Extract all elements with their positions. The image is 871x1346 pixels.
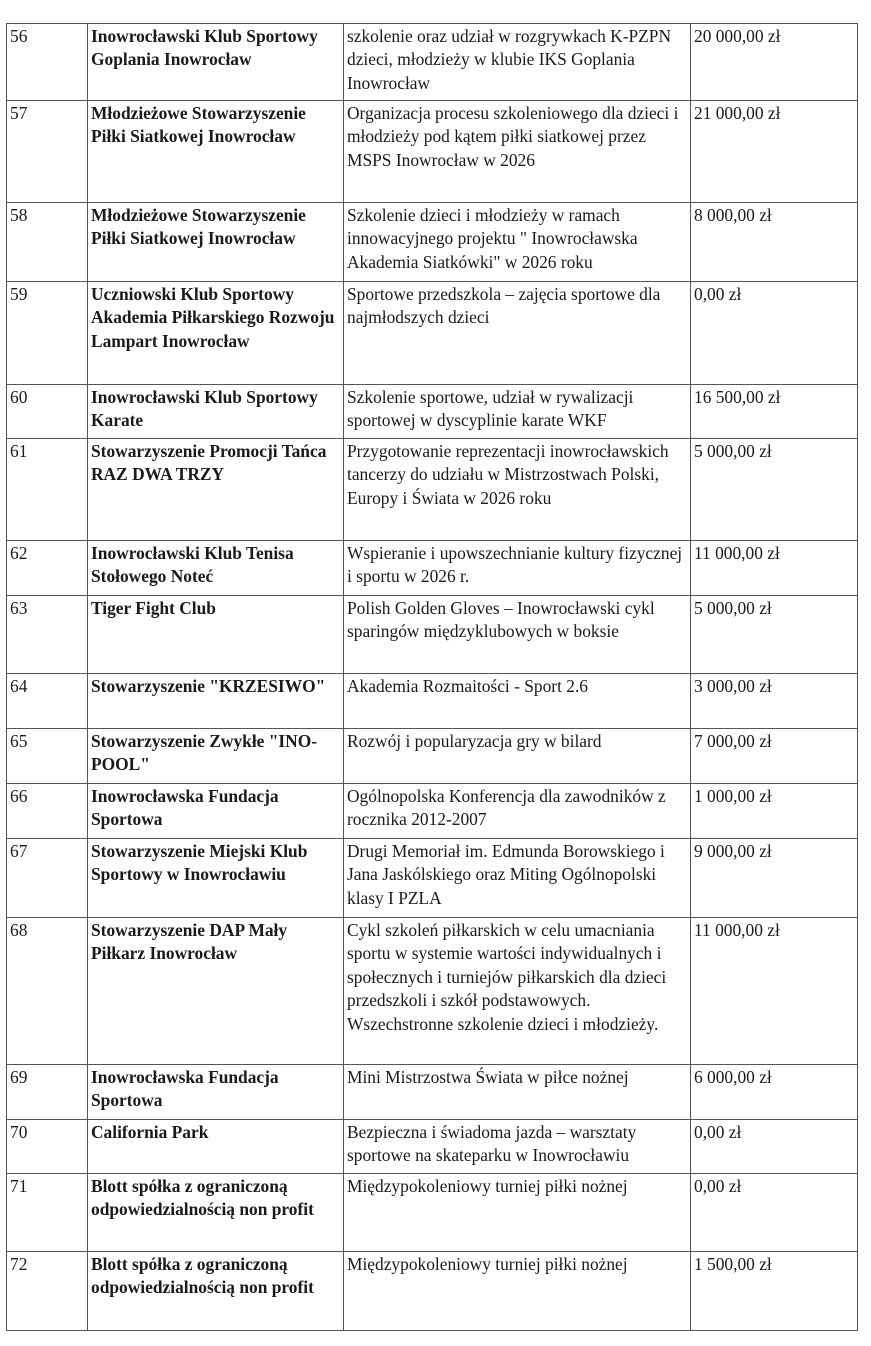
task-description: Akademia Rozmaitości - Sport 2.6 <box>344 674 691 729</box>
grant-amount: 8 000,00 zł <box>691 203 858 282</box>
organization-name: Młodzieżowe Stowarzyszenie Piłki Siatkowej Inowrocław <box>88 203 344 282</box>
grant-amount: 6 000,00 zł <box>691 1065 858 1120</box>
task-description: Rozwój i popularyzacja gry w bilard <box>344 729 691 784</box>
organization-name: Stowarzyszenie DAP Mały Piłkarz Inowrocław <box>88 918 344 1065</box>
table-row <box>7 24 858 101</box>
task-description: Szkolenie sportowe, udział w rywalizacji sportowej w dyscyplinie karate WKF <box>344 385 691 439</box>
task-description: Drugi Memoriał im. Edmunda Borowskiego i Jana Jaskólskiego oraz Miting Ogólnopolski klasy I PZLA <box>344 839 691 918</box>
row-number: 68 <box>7 918 88 1065</box>
table-row <box>7 1120 858 1174</box>
organization-name: Inowrocławski Klub Sportowy Goplania Inowrocław <box>88 24 344 101</box>
table-row <box>7 1174 858 1252</box>
grant-amount: 16 500,00 zł <box>691 385 858 439</box>
row-number: 66 <box>7 784 88 839</box>
grant-amount: 20 000,00 zł <box>691 24 858 101</box>
task-description: Mini Mistrzostwa Świata w piłce nożnej <box>344 1065 691 1120</box>
table-row <box>7 203 858 282</box>
table-row <box>7 839 858 918</box>
organization-name: Stowarzyszenie "KRZESIWO" <box>88 674 344 729</box>
row-number: 62 <box>7 541 88 596</box>
table-row <box>7 282 858 385</box>
table-row <box>7 918 858 1065</box>
task-description: Międzypokoleniowy turniej piłki nożnej <box>344 1252 691 1331</box>
grant-amount: 7 000,00 zł <box>691 729 858 784</box>
grant-amount: 5 000,00 zł <box>691 439 858 541</box>
task-description: Sportowe przedszkola – zajęcia sportowe dla najmłodszych dzieci <box>344 282 691 385</box>
table-row <box>7 541 858 596</box>
row-number: 56 <box>7 24 88 101</box>
row-number: 59 <box>7 282 88 385</box>
task-description: Wspieranie i upowszechnianie kultury fizycznej i sportu w 2026 r. <box>344 541 691 596</box>
row-number: 61 <box>7 439 88 541</box>
table-row <box>7 439 858 541</box>
row-number: 67 <box>7 839 88 918</box>
grants-table <box>6 23 858 1331</box>
task-description: Organizacja procesu szkoleniowego dla dzieci i młodzieży pod kątem piłki siatkowej przez MSPS Inowrocław w 2026 <box>344 101 691 203</box>
grant-amount: 1 000,00 zł <box>691 784 858 839</box>
row-number: 69 <box>7 1065 88 1120</box>
row-number: 71 <box>7 1174 88 1252</box>
row-number: 65 <box>7 729 88 784</box>
organization-name: Inowrocławski Klub Tenisa Stołowego Noteć <box>88 541 344 596</box>
row-number: 60 <box>7 385 88 439</box>
organization-name: Tiger Fight Club <box>88 596 344 674</box>
row-number: 57 <box>7 101 88 203</box>
table-row <box>7 1065 858 1120</box>
organization-name: Młodzieżowe Stowarzyszenie Piłki Siatkowej Inowrocław <box>88 101 344 203</box>
task-description: Ogólnopolska Konferencja dla zawodników z rocznika 2012-2007 <box>344 784 691 839</box>
task-description: Międzypokoleniowy turniej piłki nożnej <box>344 1174 691 1252</box>
task-description: Szkolenie dzieci i młodzieży w ramach innowacyjnego projektu " Inowrocławska Akademia Siatkówki" w 2026 roku <box>344 203 691 282</box>
organization-name: Blott spółka z ograniczoną odpowiedzialnością non profit <box>88 1252 344 1331</box>
organization-name: Stowarzyszenie Promocji Tańca RAZ DWA TRZY <box>88 439 344 541</box>
grant-amount: 3 000,00 zł <box>691 674 858 729</box>
grant-amount: 21 000,00 zł <box>691 101 858 203</box>
grant-amount: 1 500,00 zł <box>691 1252 858 1331</box>
row-number: 72 <box>7 1252 88 1331</box>
table-row <box>7 1252 858 1331</box>
grant-amount: 0,00 zł <box>691 1120 858 1174</box>
task-description: Cykl szkoleń piłkarskich w celu umacniania sportu w systemie wartości indywidualnych i społecznych i turniejów piłkarskich dla dzieci przedszkoli i szkół podstawowych. Wszechstronne szkolenie dzieci i młodzieży. <box>344 918 691 1065</box>
table-row <box>7 784 858 839</box>
organization-name: Inowrocławska Fundacja Sportowa <box>88 1065 344 1120</box>
grant-amount: 9 000,00 zł <box>691 839 858 918</box>
task-description: Polish Golden Gloves – Inowrocławski cykl sparingów międzyklubowych w boksie <box>344 596 691 674</box>
row-number: 63 <box>7 596 88 674</box>
task-description: Przygotowanie reprezentacji inowrocławskich tancerzy do udziału w Mistrzostwach Polski, Europy i Świata w 2026 roku <box>344 439 691 541</box>
row-number: 58 <box>7 203 88 282</box>
table-row <box>7 385 858 439</box>
row-number: 64 <box>7 674 88 729</box>
table-row <box>7 596 858 674</box>
task-description: Bezpieczna i świadoma jazda – warsztaty sportowe na skateparku w Inowrocławiu <box>344 1120 691 1174</box>
grant-amount: 0,00 zł <box>691 282 858 385</box>
organization-name: California Park <box>88 1120 344 1174</box>
table-row <box>7 674 858 729</box>
organization-name: Inowrocławski Klub Sportowy Karate <box>88 385 344 439</box>
table-row <box>7 729 858 784</box>
row-number: 70 <box>7 1120 88 1174</box>
task-description: szkolenie oraz udział w rozgrywkach K-PZPN dzieci, młodzieży w klubie IKS Goplania Inowrocław <box>344 24 691 101</box>
grant-amount: 5 000,00 zł <box>691 596 858 674</box>
organization-name: Stowarzyszenie Zwykłe "INO-POOL" <box>88 729 344 784</box>
grant-amount: 11 000,00 zł <box>691 918 858 1065</box>
organization-name: Inowrocławska Fundacja Sportowa <box>88 784 344 839</box>
organization-name: Stowarzyszenie Miejski Klub Sportowy w Inowrocławiu <box>88 839 344 918</box>
organization-name: Blott spółka z ograniczoną odpowiedzialnością non profit <box>88 1174 344 1252</box>
table-row <box>7 101 858 203</box>
grant-amount: 0,00 zł <box>691 1174 858 1252</box>
organization-name: Uczniowski Klub Sportowy Akademia Piłkarskiego Rozwoju Lampart Inowrocław <box>88 282 344 385</box>
grant-amount: 11 000,00 zł <box>691 541 858 596</box>
